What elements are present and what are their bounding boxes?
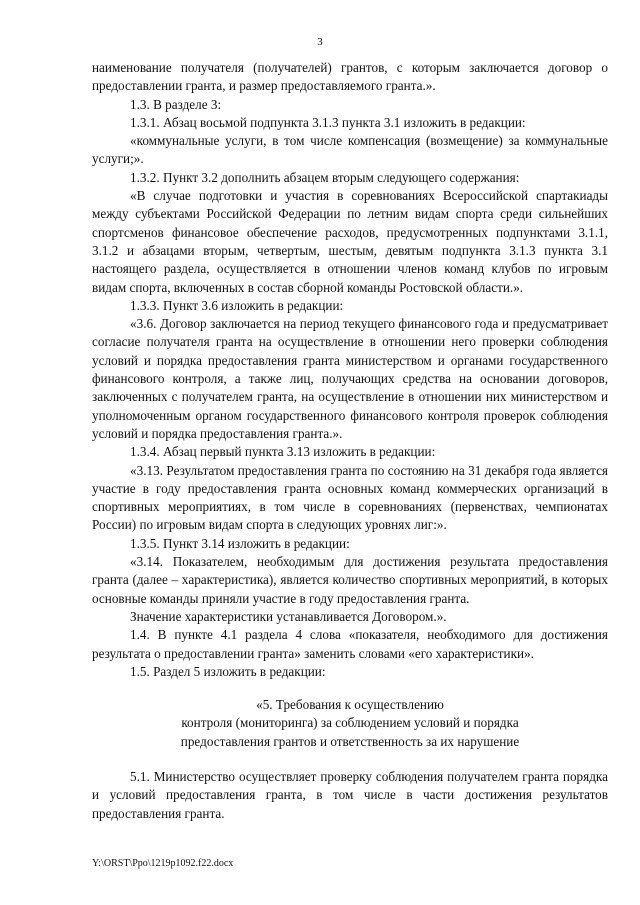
paragraph: 1.3.4. Абзац первый пункта 3.13 изложить в редакции: [130,444,436,460]
paragraph: «3.14. Показателем, необходимым для достижения результата предоставления гранта (далее – характеристика), является количество спортивных мероприятий, в которых основные команды приняли участие в году предоставления гранта. [92,554,608,606]
paragraph: 1.5. Раздел 5 изложить в редакции: [130,663,326,679]
paragraph: 1.3.3. Пункт 3.6 изложить в редакции: [130,297,344,313]
paragraph: «В случае подготовки и участия в соревнованиях Всероссийской спартакиады между субъектами Российской Федерации по летним видам спорта среди сильнейших спортсменов финансовое обеспечение расходов, предусмотренных подпунктами 3.1.1, 3.1.2 и абзацами вторым, четвертым, шестым, девятым подпункта 3.1.3 пункта 3.1 настоящего раздела, осуществляется в отношении членов команд клубов по игровым видам спорта, включенных в состав сборной команды Ростовской области.». [92,188,608,295]
page-number: 3 [317,36,323,48]
section-heading-line: контроля (мониторинга) за соблюдением условий и порядка [181,715,519,731]
section-heading [92,696,608,751]
paragraph: «3.13. Результатом предоставления гранта по состоянию на 31 декабря года является участие в году предоставления гранта основных команд коммерческих организаций в спортивных мероприятиях, в том числе в соревнованиях (первенствах, чемпионатах России) по игровым видам спорта в следующих уровнях лиг:». [92,462,608,533]
paragraph: Значение характеристики устанавливается Договором.». [130,608,447,624]
footer-file-path: Y:\ORST\Ppo\1219p1092.f22.docx [92,858,234,869]
paragraph: 1.3.5. Пункт 3.14 изложить в редакции: [130,535,350,551]
section-heading-line: «5. Требования к осуществлению [256,697,444,713]
paragraph: 1.4. В пункте 4.1 раздела 4 слова «показателя, необходимого для достижения результата о предоставлении гранта» заменить словами «его характеристики». [92,627,608,661]
paragraph: «3.6. Договор заключается на период текущего финансового года и предусматривает согласие получателя гранта на осуществление в отношении него проверки соблюдения условий и порядка предоставления гранта министерством и органами государственного финансового контроля, а также лиц, получающих средства на основании договоров, заключенных с получателем гранта, на осуществление в отношении них министерством и уполномоченным органом государственного финансового контроля проверок соблюдения условий и порядка предоставления гранта.». [92,316,608,441]
paragraph: «коммунальные услуги, в том числе компенсация (возмещение) за коммунальные услуги;». [92,133,608,167]
paragraph: 5.1. Министерство осуществляет проверку соблюдения получателем гранта порядка и условий предоставления гранта, в том числе в части достижения результатов предоставления гранта. [92,768,608,821]
section-heading-line: предоставления грантов и ответственность за их нарушение [180,733,520,749]
paragraph: 1.3.2. Пункт 3.2 дополнить абзацем вторым следующего содержания: [130,169,520,185]
paragraph: 1.3.1. Абзац восьмой подпункта 3.1.3 пункта 3.1 изложить в редакции: [130,114,526,130]
document-body [92,59,608,823]
paragraph: наименование получателя (получателей) грантов, с которым заключается договор о предоставлении гранта, и размер предоставляемого гранта.». [92,60,608,94]
paragraph: 1.3. В разделе 3: [130,96,222,112]
